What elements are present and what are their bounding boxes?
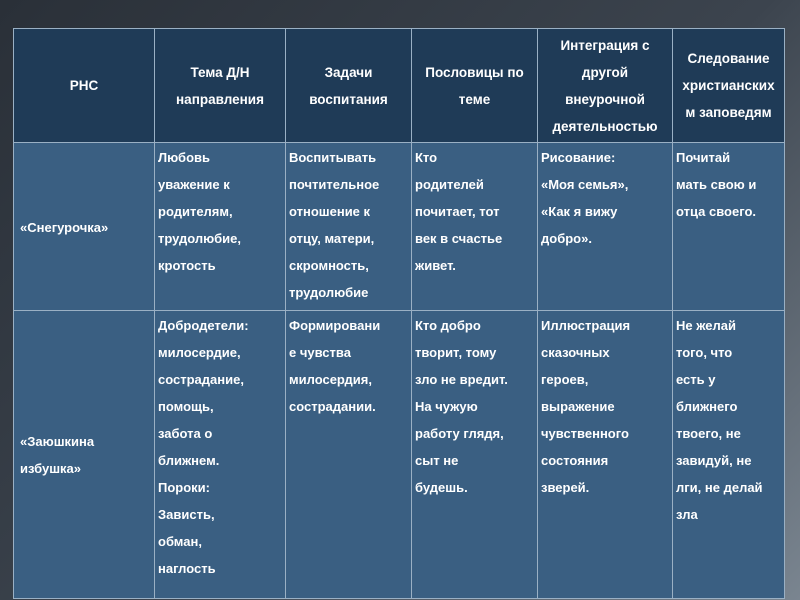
cell-line: скромность, <box>289 258 369 273</box>
cell-line: «Моя семья», <box>541 177 629 192</box>
tale-title-cell <box>14 143 155 311</box>
cell-line: Не желай <box>676 318 736 333</box>
cell-line: ближнего <box>676 399 738 414</box>
cell-line: ближнем. <box>158 453 220 468</box>
cell-line: Рисование: <box>541 150 616 165</box>
cell-line: родителям, <box>158 204 233 219</box>
cell-line: почтительное <box>289 177 380 192</box>
cell-line: сострадании. <box>289 399 376 414</box>
cell-line: е чувства <box>289 345 351 360</box>
cell-line: завидуй, не <box>676 453 752 468</box>
cell-line: чувственного <box>541 426 629 441</box>
header-row <box>14 29 785 143</box>
header-line: направления <box>176 91 264 107</box>
cell-line: отца своего. <box>676 204 756 219</box>
cell-line: зла <box>676 507 698 522</box>
cell-line: сказочных <box>541 345 610 360</box>
theme-cell <box>155 143 286 311</box>
cell-line: трудолюбие, <box>158 231 241 246</box>
header-cell-rns <box>14 29 155 143</box>
cell-line: трудолюбие <box>289 285 369 300</box>
cell-line: Почитай <box>676 150 731 165</box>
cell-line: Кто <box>415 150 438 165</box>
proverbs-cell <box>412 311 538 599</box>
cell-line: мать свою и <box>676 177 757 192</box>
cell-line: будешь. <box>415 480 468 495</box>
cell-line: лги, не делай <box>676 480 763 495</box>
cell-line: отношение к <box>289 204 371 219</box>
cell-line: Добродетели: <box>158 318 249 333</box>
cell-line: выражение <box>541 399 615 414</box>
cell-line: помощь, <box>158 399 214 414</box>
header-line: воспитания <box>309 91 388 107</box>
integration-cell <box>538 311 673 599</box>
tasks-cell <box>286 143 412 311</box>
cell-line: состояния <box>541 453 609 468</box>
slide <box>13 28 784 598</box>
header-line: теме <box>458 91 491 107</box>
header-cell-proverbs <box>412 29 538 143</box>
theme-cell <box>155 311 286 599</box>
cell-line: героев, <box>541 372 589 387</box>
header-line: Следование <box>687 51 770 66</box>
header-line: другой <box>581 64 629 80</box>
table-row-zayushkina <box>14 311 785 599</box>
header-cell-commandments <box>673 29 785 143</box>
cell-line: Любовь <box>158 150 211 165</box>
header-line: Пословицы по <box>425 64 524 80</box>
proverbs-cell <box>412 143 538 311</box>
cell-line: почитает, тот <box>415 204 500 219</box>
cell-line: кротость <box>158 258 216 273</box>
header-line: внеурочной <box>565 91 645 107</box>
cell-line: милосердие, <box>158 345 241 360</box>
cell-line: милосердия, <box>289 372 372 387</box>
cell-line: наглость <box>158 561 216 576</box>
cell-line: Формировани <box>289 318 381 333</box>
cell-line: есть у <box>676 372 716 387</box>
cell-line: обман, <box>158 534 202 549</box>
commandment-cell <box>673 143 785 311</box>
table-row-snegurochka <box>14 143 785 311</box>
cell-line: Кто добро <box>415 318 481 333</box>
commandment-cell <box>673 311 785 599</box>
cell-line: родителей <box>415 177 484 192</box>
cell-line: отцу, матери, <box>289 231 375 246</box>
cell-line: живет. <box>415 258 456 273</box>
header-line: м заповедям <box>685 105 772 120</box>
cell-line: забота о <box>158 426 213 441</box>
cell-line: зло не вредит. <box>415 372 508 387</box>
header-cell-integration <box>538 29 673 143</box>
header-cell-theme <box>155 29 286 143</box>
lesson-table <box>13 28 785 599</box>
header-line: Интеграция с <box>560 37 650 53</box>
tasks-cell <box>286 311 412 599</box>
header-line: Тема Д/Н <box>190 64 250 80</box>
cell-line: Иллюстрация <box>541 318 631 333</box>
cell-line: уважение к <box>158 177 230 192</box>
cell-line: того, что <box>676 345 733 360</box>
cell-line: Воспитывать <box>289 150 377 165</box>
header-line: РНС <box>69 78 99 93</box>
cell-line: зверей. <box>541 480 590 495</box>
cell-line: Пороки: <box>158 480 210 495</box>
cell-line: На чужую <box>415 399 478 414</box>
cell-line: сострадание, <box>158 372 244 387</box>
cell-line: «Заюшкина <box>20 434 95 449</box>
cell-line: твоего, не <box>676 426 741 441</box>
header-cell-tasks <box>286 29 412 143</box>
tale-title-cell <box>14 311 155 599</box>
cell-line: «Снегурочка» <box>20 219 109 235</box>
cell-line: добро». <box>541 231 592 246</box>
cell-line: «Как я вижу <box>541 204 618 219</box>
cell-line: Зависть, <box>158 507 215 522</box>
header-line: христианских <box>682 78 775 93</box>
cell-line: избушка» <box>20 461 82 476</box>
integration-cell <box>538 143 673 311</box>
cell-line: сыт не <box>415 453 459 468</box>
header-line: Задачи <box>324 64 373 80</box>
cell-line: работу глядя, <box>415 426 504 441</box>
cell-line: творит, тому <box>415 345 497 360</box>
header-line: деятельностью <box>552 118 658 134</box>
cell-line: век в счастье <box>415 231 503 246</box>
